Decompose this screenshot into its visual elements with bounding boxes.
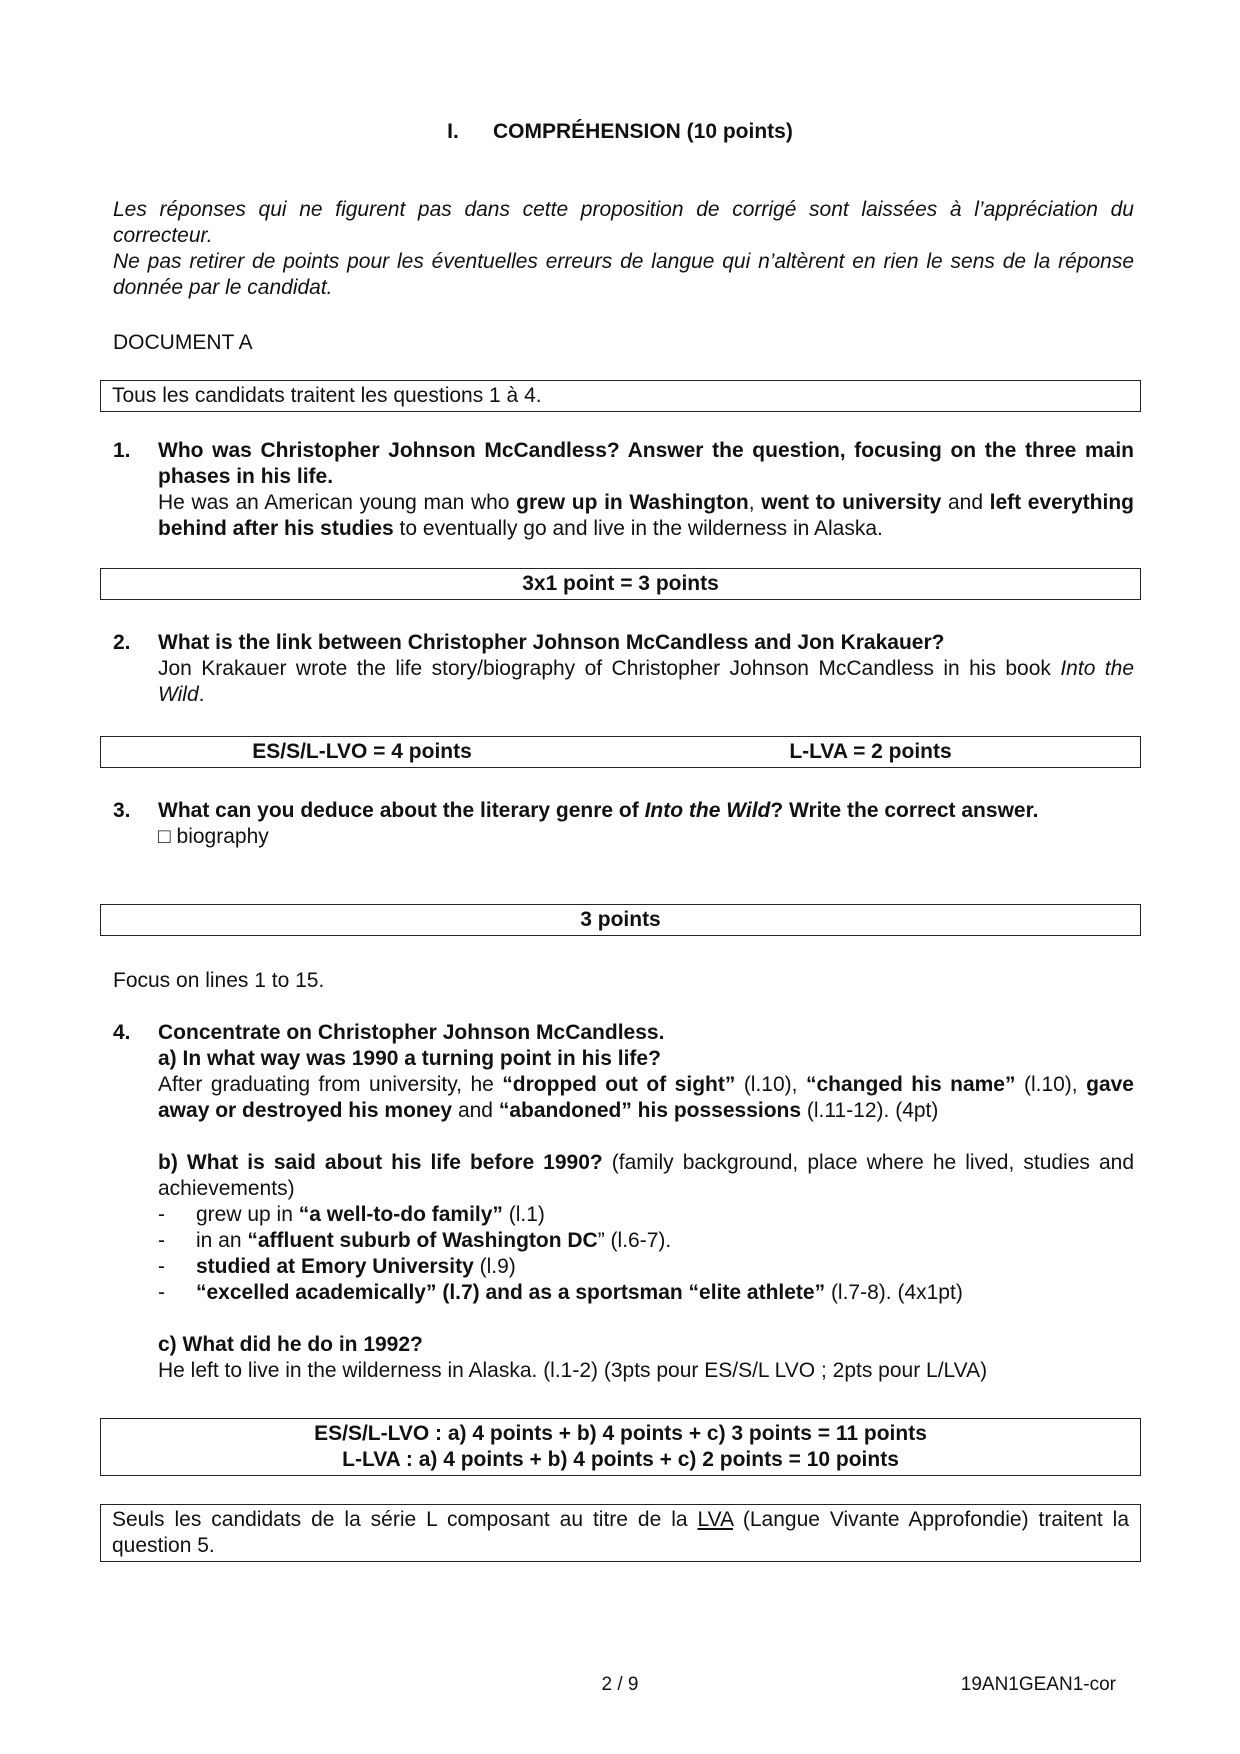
section-heading	[0, 119, 1240, 145]
score-q4-lva: L-LVA : a) 4 points + b) 4 points + c) 2 points = 10 points	[342, 1448, 899, 1471]
section-title: COMPRÉHENSION (10 points)	[492, 120, 793, 143]
document-label: DOCUMENT A	[113, 331, 253, 354]
instruction-box-lva: Seuls les candidats de la série L composant au titre de la LVA (Langue Vivante Approfondie) traitent la question 5.	[100, 1504, 1141, 1562]
question-2-answer: Jon Krakauer wrote the life story/biography of Christopher Johnson McCandless in his book Into the Wild.	[158, 657, 1134, 706]
question-1	[113, 438, 1134, 542]
question-2-text: What is the link between Christopher Johnson McCandless and Jon Krakauer?	[158, 631, 945, 654]
document-code: 19AN1GEAN1-cor	[960, 1674, 1116, 1695]
focus-lines: Focus on lines 1 to 15.	[113, 969, 325, 992]
question-3-answer: □ biography	[158, 825, 269, 848]
score-box-q4	[100, 1418, 1141, 1476]
score-q2-lvo: ES/S/L-LVO = 4 points	[252, 740, 472, 763]
instruction-box-all	[100, 380, 1141, 412]
question-3	[113, 798, 1134, 850]
question-4a-text: a) In what way was 1990 a turning point in his life?	[158, 1047, 661, 1070]
list-item: - “excelled academically” (l.7) and as a sportsman “elite athlete” (l.7-8). (4x1pt)	[158, 1280, 1134, 1306]
question-4a-answer: After graduating from university, he “dropped out of sight” (l.10), “changed his name” (l.10), gave away or destroyed his money and “abandoned” his possessions (l.11-12). (4pt)	[158, 1073, 1134, 1122]
question-4-text: Concentrate on Christopher Johnson McCandless.	[158, 1021, 665, 1044]
question-4c-answer: He left to live in the wilderness in Alaska. (l.1-2) (3pts pour ES/S/L LVO ; 2pts pour L/LVA)	[158, 1359, 988, 1382]
page-number: 2 / 9	[601, 1674, 639, 1695]
question-4-number: 4.	[113, 1021, 131, 1044]
question-1-text: Who was Christopher Johnson McCandless? Answer the question, focusing on the three main phases in his life.	[158, 439, 1134, 488]
list-item: - grew up in “a well-to-do family” (l.1)	[158, 1202, 1134, 1228]
list-item: - studied at Emory University (l.9)	[158, 1254, 1134, 1280]
section-number: I.	[447, 120, 459, 143]
note-1: Les réponses qui ne figurent pas dans cette proposition de corrigé sont laissées à l’appréciation du correcteur.	[113, 198, 1134, 247]
score-q3-text: 3 points	[580, 908, 661, 931]
question-1-answer: He was an American young man who grew up in Washington, went to university and left everything behind after his studies to eventually go and live in the wilderness in Alaska.	[158, 491, 1134, 540]
score-box-q1	[100, 568, 1141, 600]
question-4	[113, 1020, 1134, 1384]
score-q2-lva: L-LVA = 2 points	[789, 740, 952, 763]
question-2-number: 2.	[113, 631, 131, 654]
question-2	[113, 630, 1134, 708]
score-q1-text: 3x1 point = 3 points	[522, 572, 719, 595]
question-4b-text: b) What is said about his life before 1990? (family background, place where he lived, studies and achievements)	[158, 1151, 1134, 1200]
score-box-q3	[100, 904, 1141, 936]
score-q4-lvo: ES/S/L-LVO : a) 4 points + b) 4 points + c) 3 points = 11 points	[314, 1422, 927, 1445]
question-4b-answer-list	[158, 1202, 1134, 1306]
question-1-number: 1.	[113, 439, 131, 462]
corrector-notes	[113, 197, 1134, 301]
question-3-number: 3.	[113, 799, 131, 822]
instruction-all-text: Tous les candidats traitent les questions 1 à 4.	[112, 384, 542, 407]
note-2: Ne pas retirer de points pour les éventuelles erreurs de langue qui n’altèrent en rien le sens de la réponse donnée par le candidat.	[113, 250, 1134, 299]
score-box-q2	[100, 736, 1141, 768]
question-3-text: What can you deduce about the literary genre of Into the Wild? Write the correct answer.	[158, 799, 1039, 822]
question-4c-text: c) What did he do in 1992?	[158, 1333, 423, 1356]
list-item: - in an “affluent suburb of Washington DC” (l.6-7).	[158, 1228, 1134, 1254]
